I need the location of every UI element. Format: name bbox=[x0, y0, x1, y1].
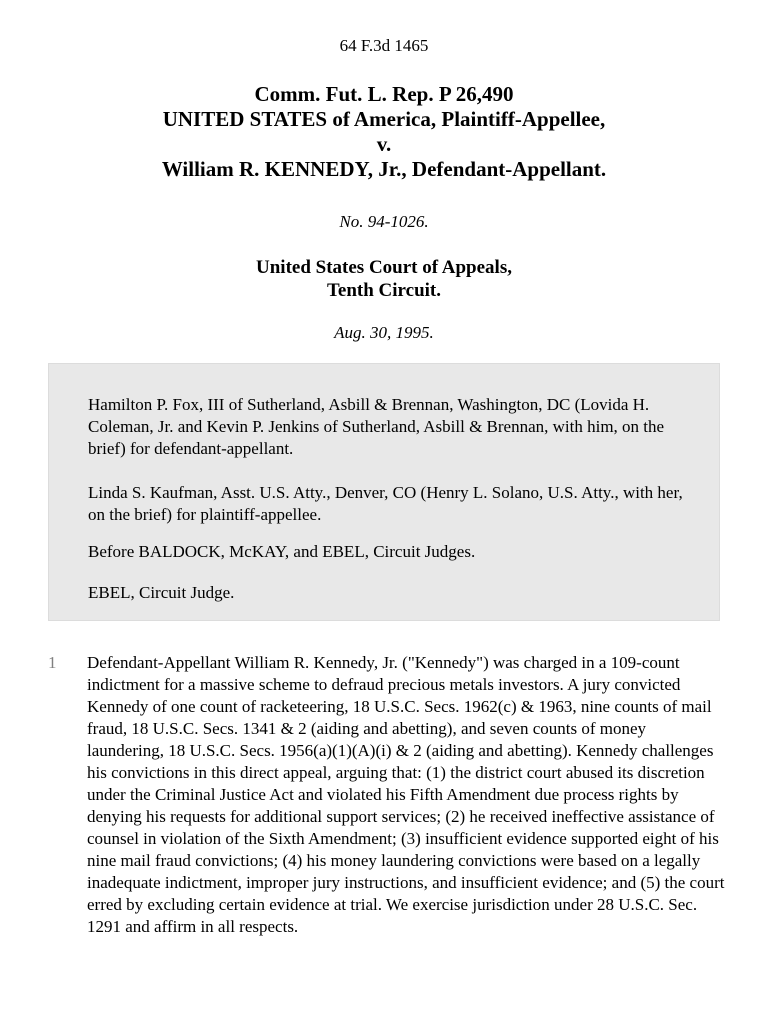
counsel-panel bbox=[48, 363, 720, 621]
court-name-line: United States Court of Appeals, bbox=[256, 257, 512, 278]
judges-panel: Before BALDOCK, McKAY, and EBEL, Circuit Judges. bbox=[88, 542, 476, 561]
plaintiff-line: UNITED STATES of America, Plaintiff-Appellee, bbox=[162, 107, 606, 131]
decision-date: Aug. 30, 1995. bbox=[334, 323, 434, 342]
circuit-line: Tenth Circuit. bbox=[326, 280, 442, 301]
reporter-line: Comm. Fut. L. Rep. P 26,490 bbox=[254, 82, 514, 106]
appellant-counsel: Hamilton P. Fox, III of Sutherland, Asbill & Brennan, Washington, DC (Lovida H. Coleman, Jr. and Kevin P. Jenkins of Sutherland, Asbill & Brennan, with him, on the brief) for defendant-appellant. bbox=[88, 395, 665, 458]
case-citation: 64 F.3d 1465 bbox=[339, 36, 429, 55]
authoring-judge: EBEL, Circuit Judge. bbox=[88, 583, 235, 602]
versus-line: v. bbox=[376, 132, 392, 156]
appellee-counsel: Linda S. Kaufman, Asst. U.S. Atty., Denver, CO (Henry L. Solano, U.S. Atty., with her, on the brief) for plaintiff-appellee. bbox=[88, 483, 683, 524]
defendant-line: William R. KENNEDY, Jr., Defendant-Appellant. bbox=[161, 157, 607, 181]
paragraph-number: 1 bbox=[48, 653, 57, 672]
court-name bbox=[0, 256, 768, 302]
case-caption bbox=[0, 82, 768, 182]
docket-number: No. 94-1026. bbox=[339, 212, 429, 231]
opinion-paragraph: Defendant-Appellant William R. Kennedy, Jr. ("Kennedy") was charged in a 109-count indictment for a massive scheme to defraud precious metals investors. A jury convicted Kennedy of one count of racketeering, 18 U.S.C. Secs. 1962(c) & 1963, nine counts of mail fraud, 18 U.S.C. Secs. 1341 & 2 (aiding and abetting), and seven counts of money laundering, 18 U.S.C. Secs. 1956(a)(1)(A)(i) & 2 (aiding and abetting). Kennedy challenges his convictions in this direct appeal, arguing that: (1) the district court abused its discretion under the Criminal Justice Act and violated his Fifth Amendment due process rights by denying his requests for additional support services; (2) he received ineffective assistance of counsel in violation of the Sixth Amendment; (3) insufficient evidence supported eight of his nine mail fraud convictions; (4) his money laundering convictions were based on a legally inadequate indictment, improper jury instructions, and insufficient evidence; and (5) the court erred by excluding certain evidence at trial. We exercise jurisdiction under 28 U.S.C. Sec. 1291 and affirm in all respects. bbox=[87, 653, 725, 936]
